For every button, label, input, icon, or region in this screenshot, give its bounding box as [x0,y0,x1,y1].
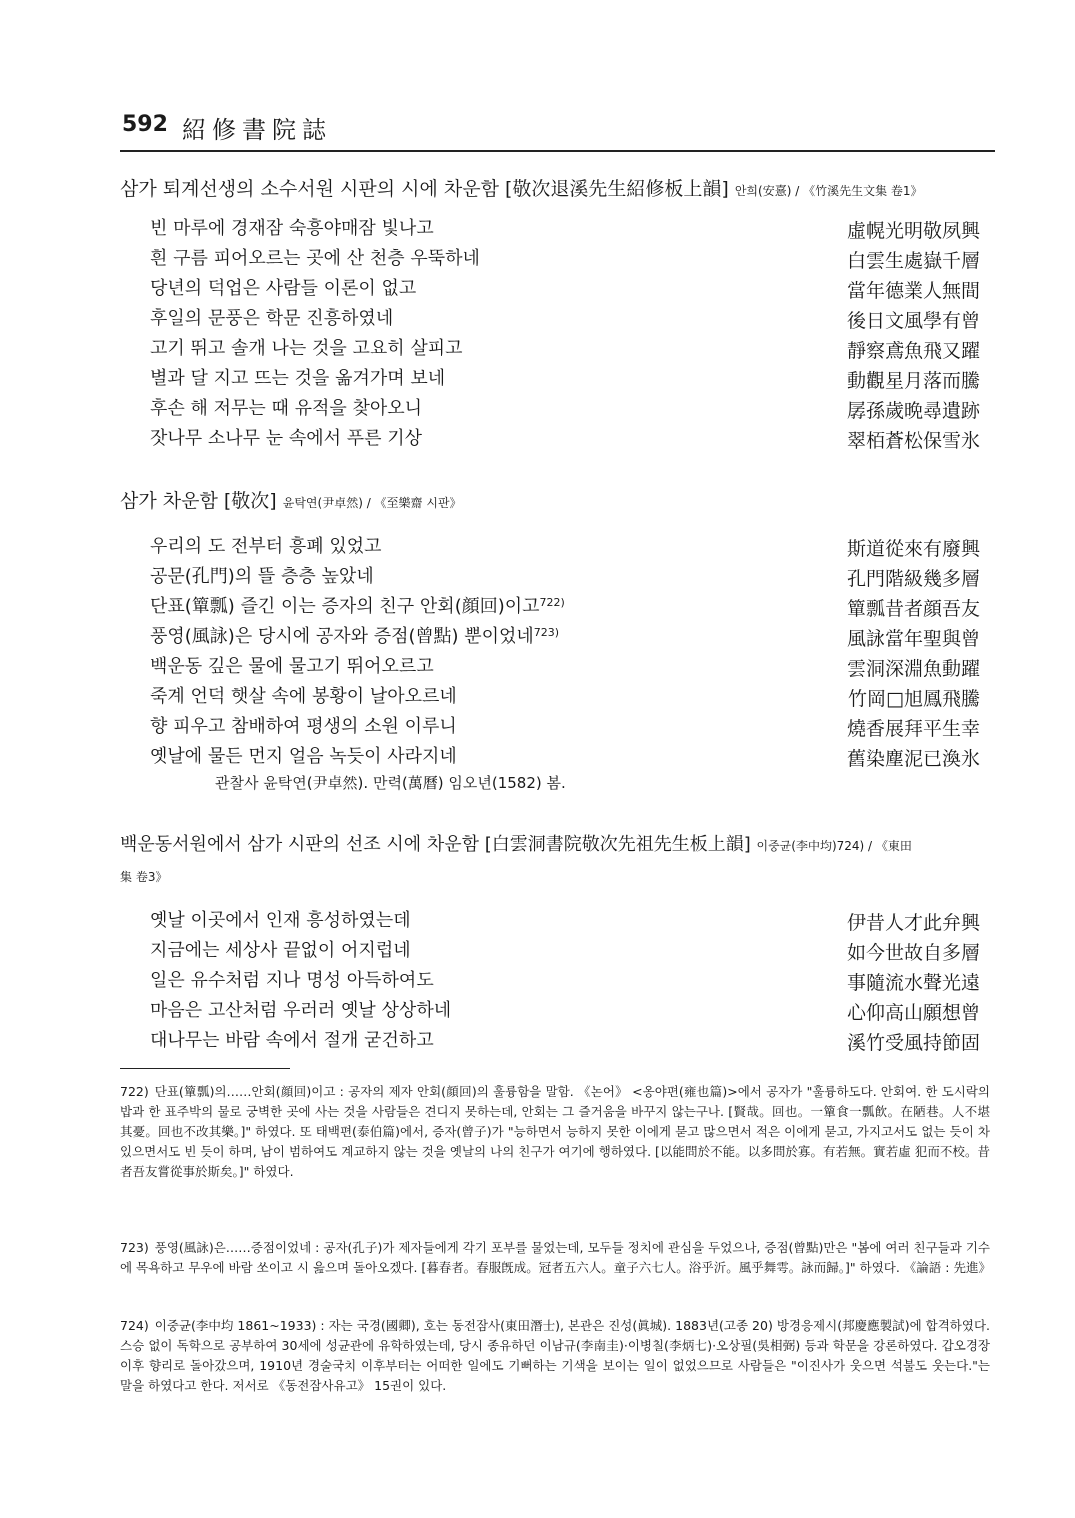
hanja-line: 風詠當年聖與曾 [846,628,980,650]
korean-line: 후손 해 저무는 때 유적을 찾아오니 [150,398,423,419]
footnote [120,1238,990,1278]
korean-line [150,622,559,648]
korean-line: 우리의 도 전부터 흥폐 있었고 [150,536,382,557]
korean-line: 옛날 이곳에서 인재 흥성하였는데 [150,910,411,931]
footnote-number: 724) [120,1318,149,1333]
hanja-line: 竹岡□旭鳳飛騰 [848,688,980,710]
footnote [120,1316,990,1396]
footnote-divider [120,1068,290,1069]
page-header [120,110,995,152]
korean-line: 흰 구름 피어오르는 곳에 산 천층 우뚝하네 [150,248,480,269]
footnote-text: 이중균(李中均 1861~1933) : 자는 국경(國卿), 호는 동전잠사(東田潛士), 본관은 진성(眞城). 1883년(고종 20) 방경응제시(邦慶應製試)에 합격하였다. 스승 없이 독학으로 공부하여 30세에 성균관에 유학하였는데, 당시 종유하던 이남규(李南圭)·이병칠(李炳七)·오상필(吳相弼) 등과 학문을 강론하였다. 갑오경장 이후 향리로 돌아갔으며, 1910년 경술국치 이후부터는 어떠한 일에도 기뻐하는 기색을 보이는 일이 없었으므로 사람들은 "이진사가 웃으면 석불도 웃는다."는 말을 하였다고 한다. 저서로 《동전잠사유고》 15권이 있다. [120,1318,990,1393]
korean-line: 백운동 깊은 물에 물고기 뛰어오르고 [150,656,434,677]
hanja-line: 雲洞深淵魚動躍 [846,658,980,680]
poem-author-source: 안희(安憙) / 《竹溪先生文集 卷1》 [734,184,923,198]
korean-line-text: 단표(簞瓢) 즐긴 이는 증자의 친구 안회(顔回)이고 [150,596,540,617]
korean-line: 일은 유수처럼 지나 명성 아득하여도 [150,970,434,991]
hanja-line: 虛幌光明敬夙興 [846,220,980,242]
hanja-line: 伊昔人才此弁興 [846,912,980,934]
poem-source-continued: 集 卷3》 [120,870,168,884]
footnote [120,1082,990,1182]
section-title [120,174,923,201]
page-number: 592 [122,112,168,137]
hanja-line: 如今世故自多層 [846,942,980,964]
korean-line: 고기 뛰고 솔개 나는 것을 고요히 살피고 [150,338,463,359]
footnote-ref[interactable]: 722) [539,596,565,609]
hanja-line: 當年德業人無間 [846,280,980,302]
korean-line: 공문(孔門)의 뜰 층층 높았네 [150,566,374,587]
footnote-ref[interactable]: 723) [533,626,560,639]
book-title: 紹修書院誌 [182,116,332,144]
hanja-line: 事隨流水聲光遠 [846,972,980,994]
hanja-line: 白雲生處嶽千層 [846,250,980,272]
korean-line-text: 풍영(風詠)은 당시에 공자와 증점(曾點) 뿐이었네 [150,626,534,647]
hanja-line: 心仰高山願想曾 [846,1002,980,1024]
hanja-line: 動觀星月落而騰 [846,370,980,392]
footnote-text: 단표(簞瓢)의……안회(顔回)이고 : 공자의 제자 안회(顔回)의 훌륭함을 말함. 《논어》 <옹야편(雍也篇)>에서 공자가 "훌륭하도다. 안회여. 한 도시락의 밥과 한 표주박의 물로 궁벽한 곳에 사는 것을 사람들은 견디지 못하는데, 안회는 그 즐거움을 바꾸지 않는구나. [賢哉。回也。一簞食一瓢飮。在陋巷。人不堪其憂。回也不改其樂。]" 하였다. 또 태백편(泰伯篇)에서, 증자(曾子)가 "능하면서 능하지 못한 이에게 묻고 많으면서 적은 이에게 묻고, 가지고서도 없는 듯이 차있으면서도 빈 듯이 하며, 남이 범하여도 계교하지 않는 것을 옛날의 나의 친구가 여기에 행하였다. [以能問於不能。以多問於寡。有若無。實若虛 犯而不校。昔者吾友嘗從事於斯矣。]" 하였다. [120,1084,990,1179]
korean-line: 향 피우고 참배하여 평생의 소원 이루니 [150,716,457,737]
section-title [120,486,462,513]
korean-line: 당년의 덕업은 사람들 이론이 없고 [150,278,417,299]
poem-author-source: 이중균(李中均)724) / 《東田 [756,839,912,853]
footnote-text: 풍영(風詠)은……증점이었네 : 공자(孔子)가 제자들에게 각기 포부를 물었는데, 모두들 정치에 관심을 두었으나, 증점(曾點)만은 "봄에 여러 친구들과 기수에 목욕하고 무우에 바람 쏘이고 시 읊으며 돌아오겠다. [暮春者。春服旣成。冠者五六人。童子六七人。浴乎沂。風乎舞雩。詠而歸。]" 하였다. 《論語 : 先進》 [120,1240,991,1275]
poem-title: 삼가 퇴계선생의 소수서원 시판의 시에 차운함 [敬次退溪先生紹修板上韻] [120,178,729,200]
hanja-line: 簞瓢昔者顔吾友 [846,598,980,620]
footnote-number: 722) [120,1084,149,1099]
korean-line: 빈 마루에 경재잠 숙흥야매잠 빛나고 [150,218,434,239]
section-title-continued [120,864,167,886]
korean-line: 별과 달 지고 뜨는 것을 옮겨가며 보네 [150,368,446,389]
poem-title: 삼가 차운함 [敬次] [120,490,277,512]
hanja-line: 斯道從來有廢興 [846,538,980,560]
poem-colophon: 관찰사 윤탁연(尹卓然). 만력(萬曆) 임오년(1582) 봄. [215,774,566,792]
hanja-line: 燒香展拜平生幸 [846,718,980,740]
hanja-line: 靜察鳶魚飛又躍 [846,340,980,362]
korean-line: 지금에는 세상사 끝없이 어지럽네 [150,940,411,961]
korean-line: 마음은 고산처럼 우러러 옛날 상상하네 [150,1000,452,1021]
korean-line: 옛날에 물든 먼지 얼음 녹듯이 사라지네 [150,746,457,767]
hanja-line: 溪竹受風持節固 [846,1032,980,1054]
poem-author-source: 윤탁연(尹卓然) / 《至樂齋 시판》 [282,496,462,510]
korean-line: 후일의 문풍은 학문 진흥하였네 [150,308,394,329]
poem-title: 백운동서원에서 삼가 시판의 선조 시에 차운함 [白雲洞書院敬次先祖先生板上韻] [120,834,751,855]
section-title [120,830,912,856]
footnote-number: 723) [120,1240,149,1255]
hanja-line: 後日文風學有曾 [846,310,980,332]
hanja-line: 舊染塵泥已渙氷 [846,748,980,770]
korean-line [150,592,565,618]
hanja-line: 翠栢蒼松保雪氷 [846,430,980,452]
korean-line: 잣나무 소나무 눈 속에서 푸른 기상 [150,428,423,449]
hanja-line: 孱孫歲晩尋遺跡 [846,400,980,422]
korean-line: 대나무는 바람 속에서 절개 굳건하고 [150,1030,434,1051]
korean-line: 죽계 언덕 햇살 속에 봉황이 날아오르네 [150,686,457,707]
hanja-line: 孔門階級幾多層 [846,568,980,590]
